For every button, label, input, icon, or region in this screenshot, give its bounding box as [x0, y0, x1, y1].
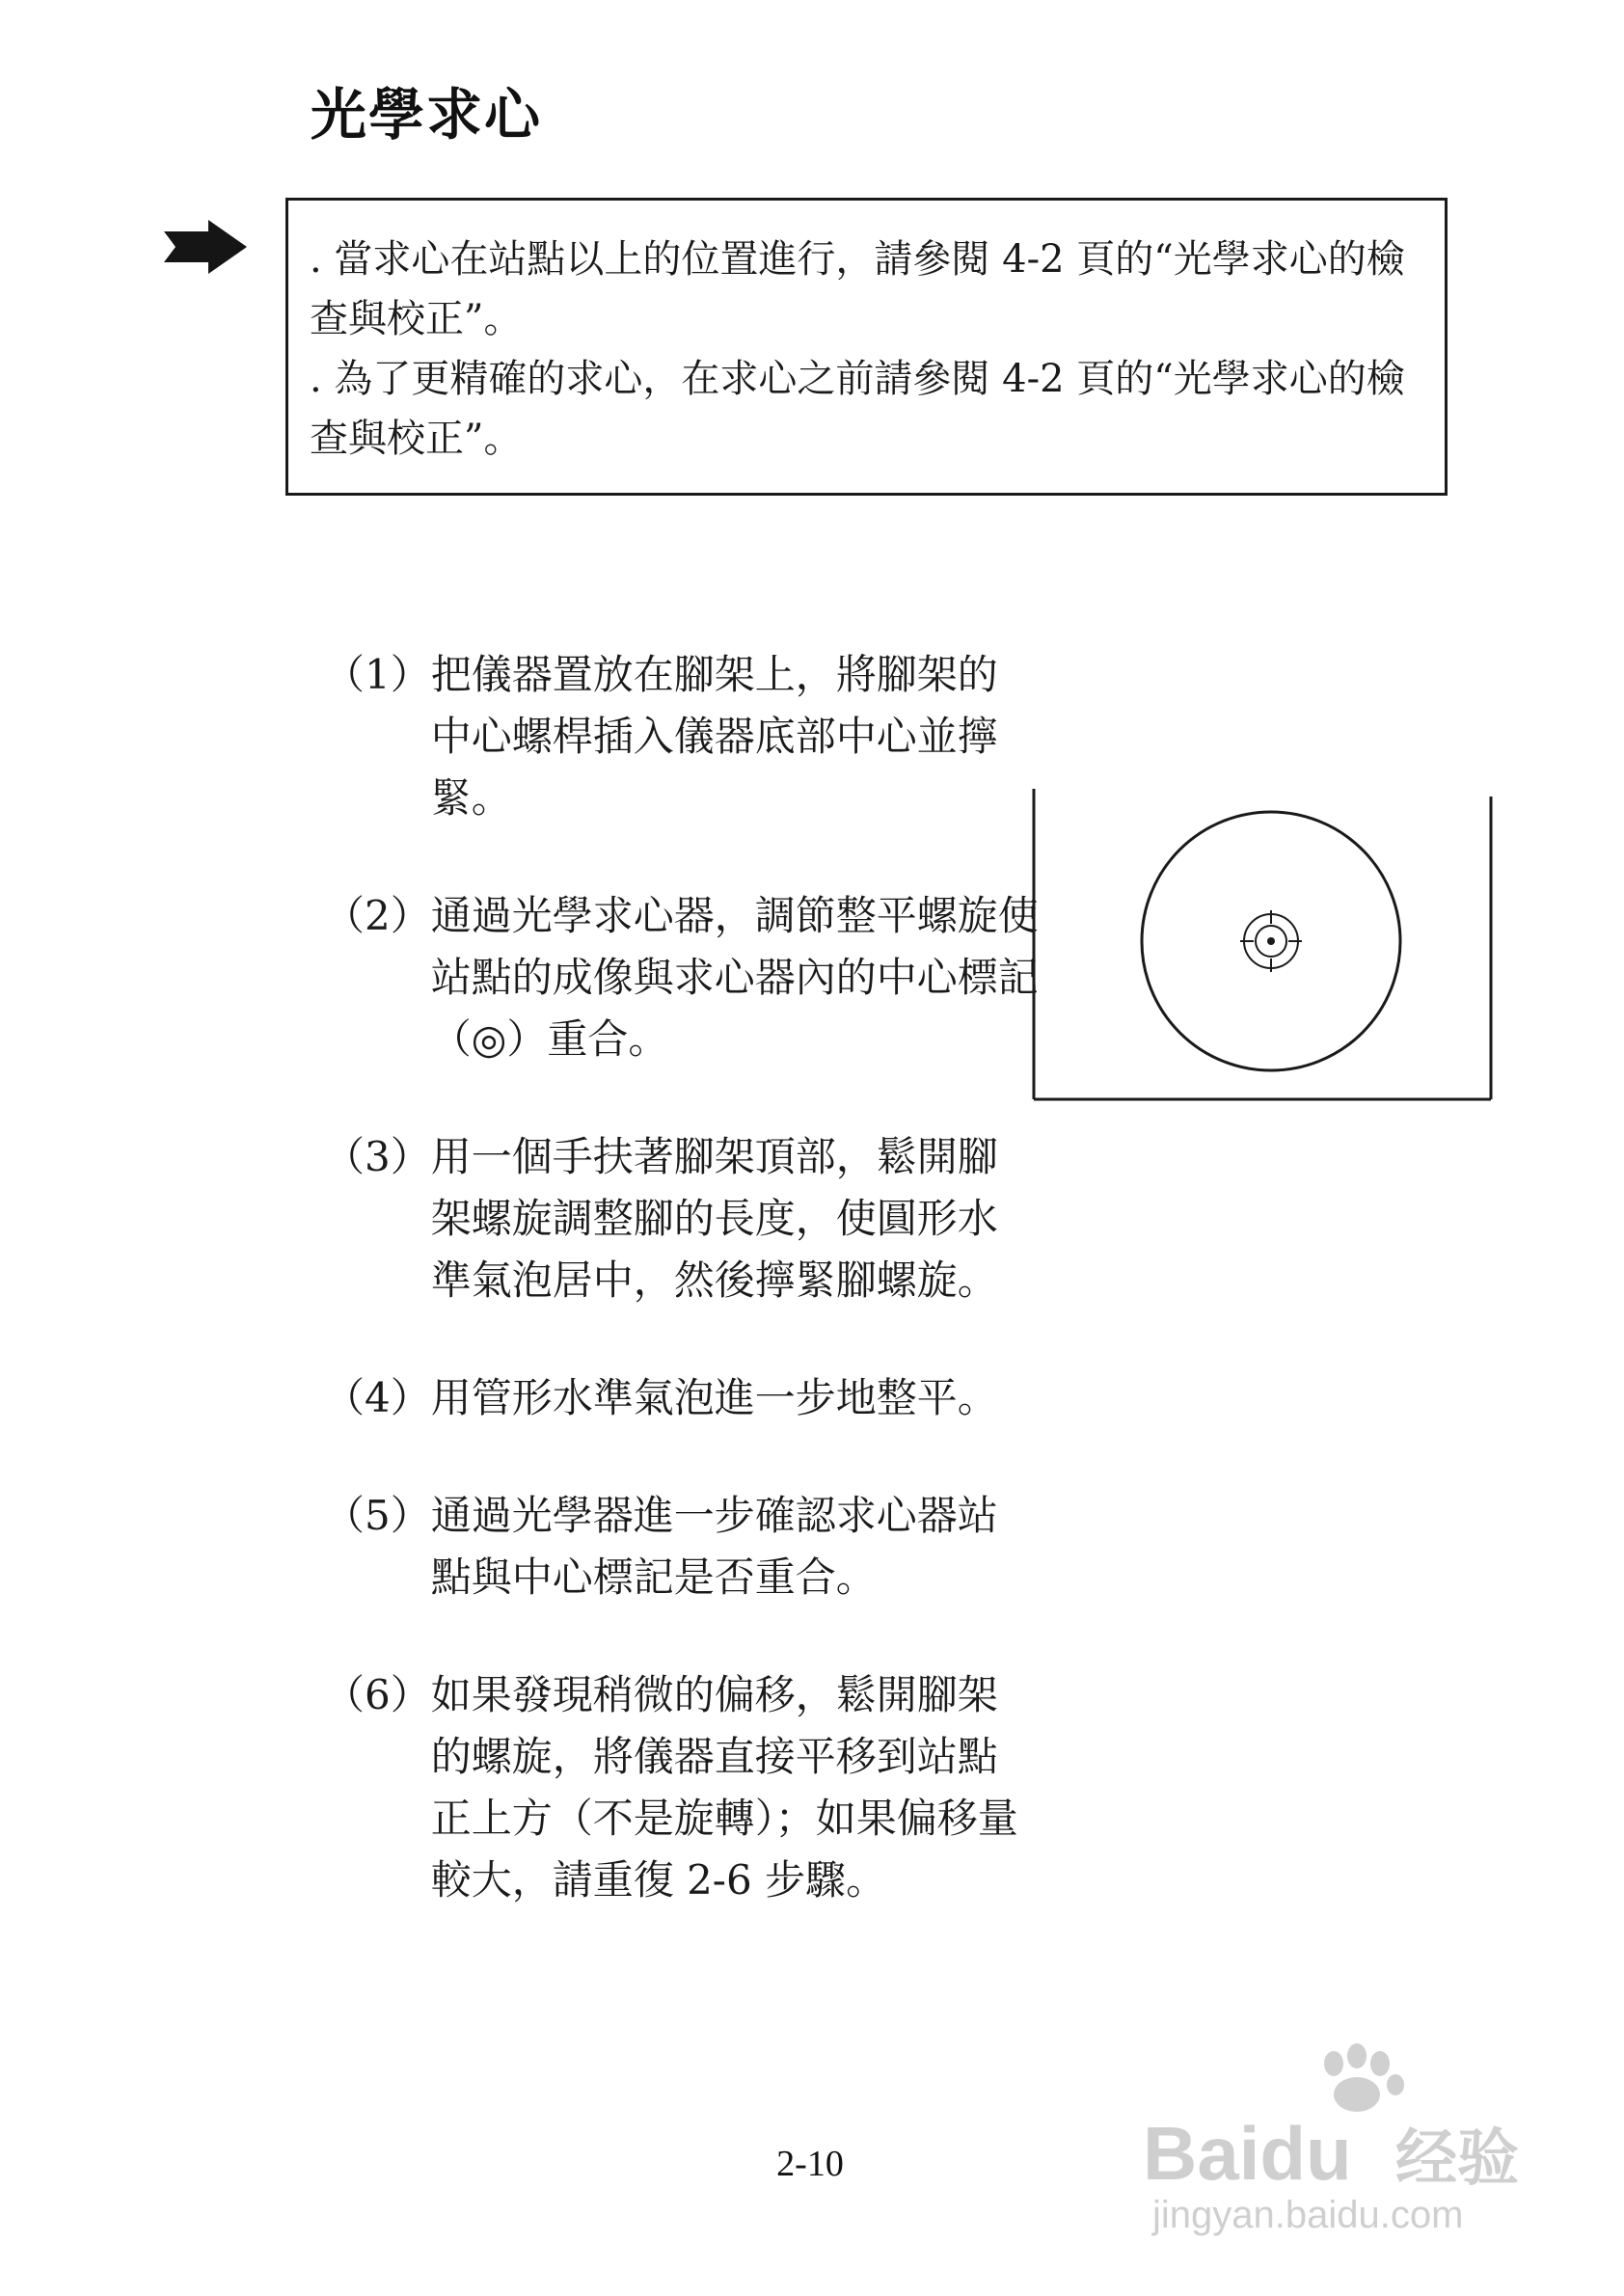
step-text: 通過光學器進一步確認求心器站點與中心標記是否重合。 [430, 1492, 998, 1601]
optical-plummet-view-figure [1030, 789, 1497, 1109]
step-number: （4） [324, 1374, 431, 1421]
step-text: 把儀器置放在腳架上，將腳架的中心螺桿插入儀器底部中心並擰緊。 [430, 651, 998, 822]
watermark-url: jingyan.baidu.com [1152, 2194, 1464, 2236]
step-number: （6） [324, 1671, 431, 1718]
step-item-6 [324, 1664, 1057, 1911]
step-text: 用一個手扶著腳架頂部，鬆開腳架螺旋調整腳的長度，使圓形水準氣泡居中，然後擰緊腳螺旋。 [430, 1133, 998, 1304]
page-title: 光學求心 [311, 82, 543, 148]
page-number: 2-10 [776, 2144, 844, 2184]
arrow-right-icon [162, 218, 249, 276]
note-line-1: . 當求心在站點以上的位置進行，請參閱 4-2 頁的“光學求心的檢查與校正”。 [310, 237, 1405, 341]
note-box [285, 198, 1448, 496]
baidu-jingyan-watermark [1143, 2035, 1548, 2247]
step-item-5 [324, 1485, 1057, 1608]
step-text: 用管形水準氣泡進一步地整平。 [430, 1374, 998, 1421]
step-item-1 [324, 644, 1057, 829]
step-item-3 [324, 1126, 1057, 1311]
note-line-2: . 為了更精確的求心，在求心之前請參閱 4-2 頁的“光學求心的檢查與校正”。 [310, 357, 1405, 461]
step-number: （1） [324, 651, 431, 698]
step-text: 如果發現稍微的偏移，鬆開腳架的螺旋，將儀器直接平移到站點正上方（不是旋轉）；如果偏移量較大，請重復 2-6 步驟。 [430, 1671, 1018, 1904]
baidu-paw-logo-icon [1143, 2035, 1548, 2247]
watermark-brand: Baidu [1143, 2111, 1352, 2196]
centering-mark-icon [1240, 910, 1302, 972]
step-number: （5） [324, 1492, 431, 1539]
step-text: 通過光學求心器，調節整平螺旋使站點的成像與求心器內的中心標記（◎）重合。 [430, 892, 1039, 1063]
step-item-2 [324, 885, 1057, 1070]
step-number: （3） [324, 1133, 431, 1180]
watermark-product: 经验 [1395, 2123, 1519, 2195]
step-list [324, 644, 1057, 1967]
step-item-4 [324, 1367, 1057, 1429]
step-number: （2） [324, 892, 431, 939]
